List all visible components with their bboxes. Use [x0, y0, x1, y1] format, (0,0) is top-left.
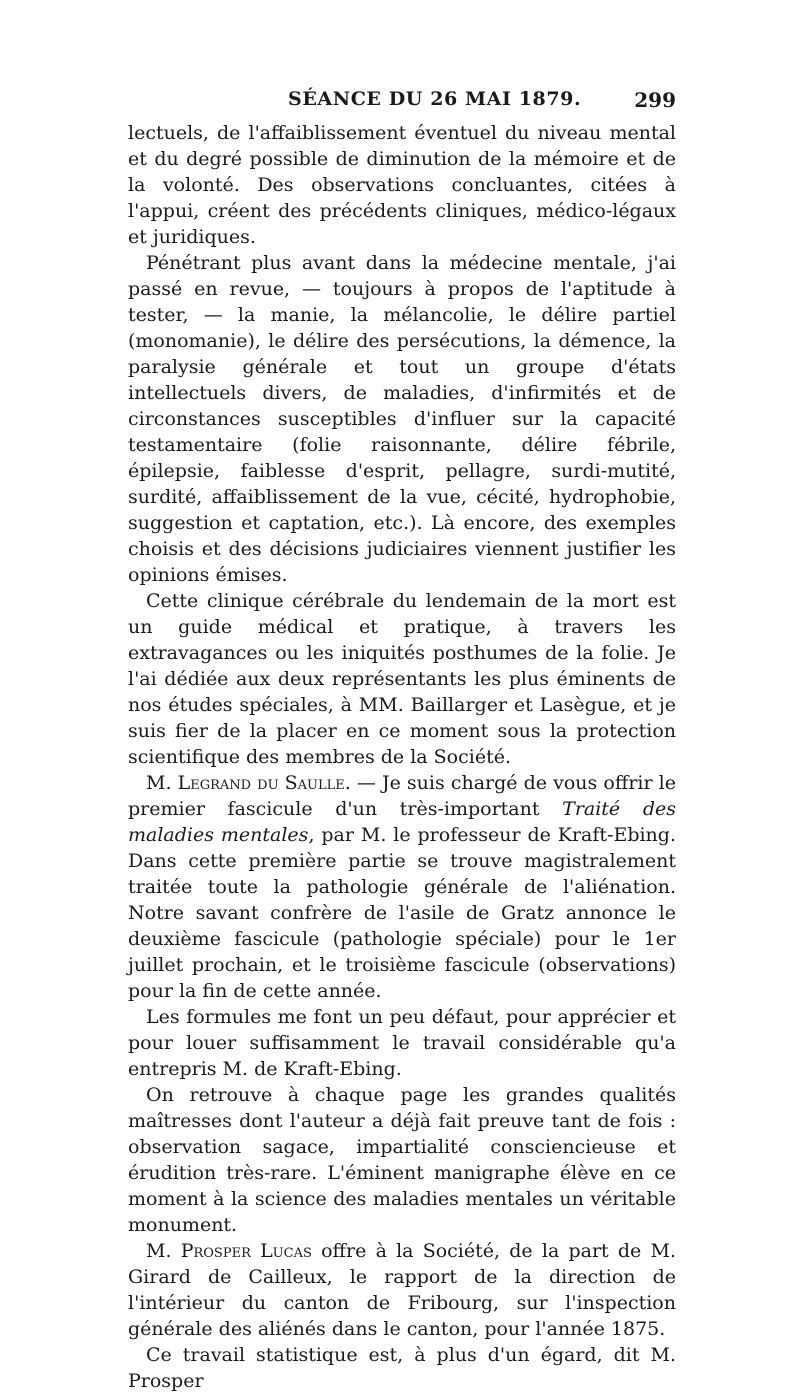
paragraph-text: On retrouve à chaque page les grandes qualités maîtresses dont l'auteur a déjà fait preuve tant de fois : observation sagace, impartialité consciencieuse et érudition très-rare. L'éminent manigraphe élève en ce moment à la science des maladies mentales un véritable monument. — [128, 1084, 676, 1236]
paragraph-text: Cette clinique cérébrale du lendemain de la mort est un guide médical et pratique, à travers les extravagances ou les iniquités posthumes de la folie. Je l'ai dédiée aux deux représentants les plus éminents de nos études spéciales, à MM. Baillarger et Lasègue, et je suis fier de la placer en ce moment sous la protection scientifique des membres de la Société. — [128, 590, 676, 768]
speaker-name: M. Prosper Lucas — [146, 1240, 312, 1262]
paragraph — [128, 1082, 676, 1238]
paragraph — [128, 250, 676, 588]
speaker-name: M. Legrand du Saulle. — [146, 772, 351, 794]
running-title: SÉANCE DU 26 MAI 1879. — [288, 88, 582, 110]
paragraph — [128, 588, 676, 770]
book-title: Traité des maladies mentales — [128, 798, 676, 846]
paragraph — [128, 770, 676, 1004]
paragraph-text: lectuels, de l'affaiblissement éventuel du niveau mental et du degré possible de diminution de la mémoire et de la volonté. Des observations concluantes, citées à l'appui, créent des précédents cliniques, médico-légaux et juridiques. — [128, 122, 676, 248]
page-number: 299 — [634, 88, 676, 112]
paragraph — [128, 120, 676, 250]
running-head — [128, 88, 676, 118]
paragraph — [128, 1342, 676, 1394]
paragraph — [128, 1238, 676, 1342]
paragraph-text: , par M. le professeur de Kraft-Ebing. Dans cette première partie se trouve magistralement traitée toute la pathologie générale de l'aliénation. Notre savant confrère de l'asile de Gratz annonce le deuxième fascicule (pathologie spéciale) pour le 1er juillet prochain, et le troisième fascicule (observations) pour la fin de cette année. — [128, 824, 676, 1002]
paragraph-text: Les formules me font un peu défaut, pour apprécier et pour louer suffisamment le travail considérable qu'a entrepris M. de Kraft-Ebing. — [128, 1006, 676, 1080]
body-text — [128, 120, 676, 1394]
paragraph-text: Pénétrant plus avant dans la médecine mentale, j'ai passé en revue, — toujours à propos de l'aptitude à tester, — la manie, la mélancolie, le délire partiel (monomanie), le délire des persécutions, la démence, la paralysie générale et tout un groupe d'états intellectuels divers, de maladies, d'infirmités et de circonstances susceptibles d'influer sur la capacité testamentaire (folie raisonnante, délire fébrile, épilepsie, faiblesse d'esprit, pellagre, surdi-mutité, surdité, affaiblissement de la vue, cécité, hydrophobie, suggestion et captation, etc.). Là encore, des exemples choisis et des décisions judiciaires viennent justifier les opinions émises. — [128, 252, 676, 586]
paragraph-text: Ce travail statistique est, à plus d'un égard, dit M. Prosper — [128, 1344, 676, 1392]
paragraph — [128, 1004, 676, 1082]
paragraph-text: offre à la Société, de la part de M. Girard de Cailleux, le rapport de la direction de l'intérieur du canton de Fribourg, sur l'inspection générale des aliénés dans le canton, pour l'année 1875. — [128, 1240, 676, 1340]
paragraph-text: — Je suis chargé de vous offrir le premier fascicule d'un très-important — [128, 772, 676, 820]
